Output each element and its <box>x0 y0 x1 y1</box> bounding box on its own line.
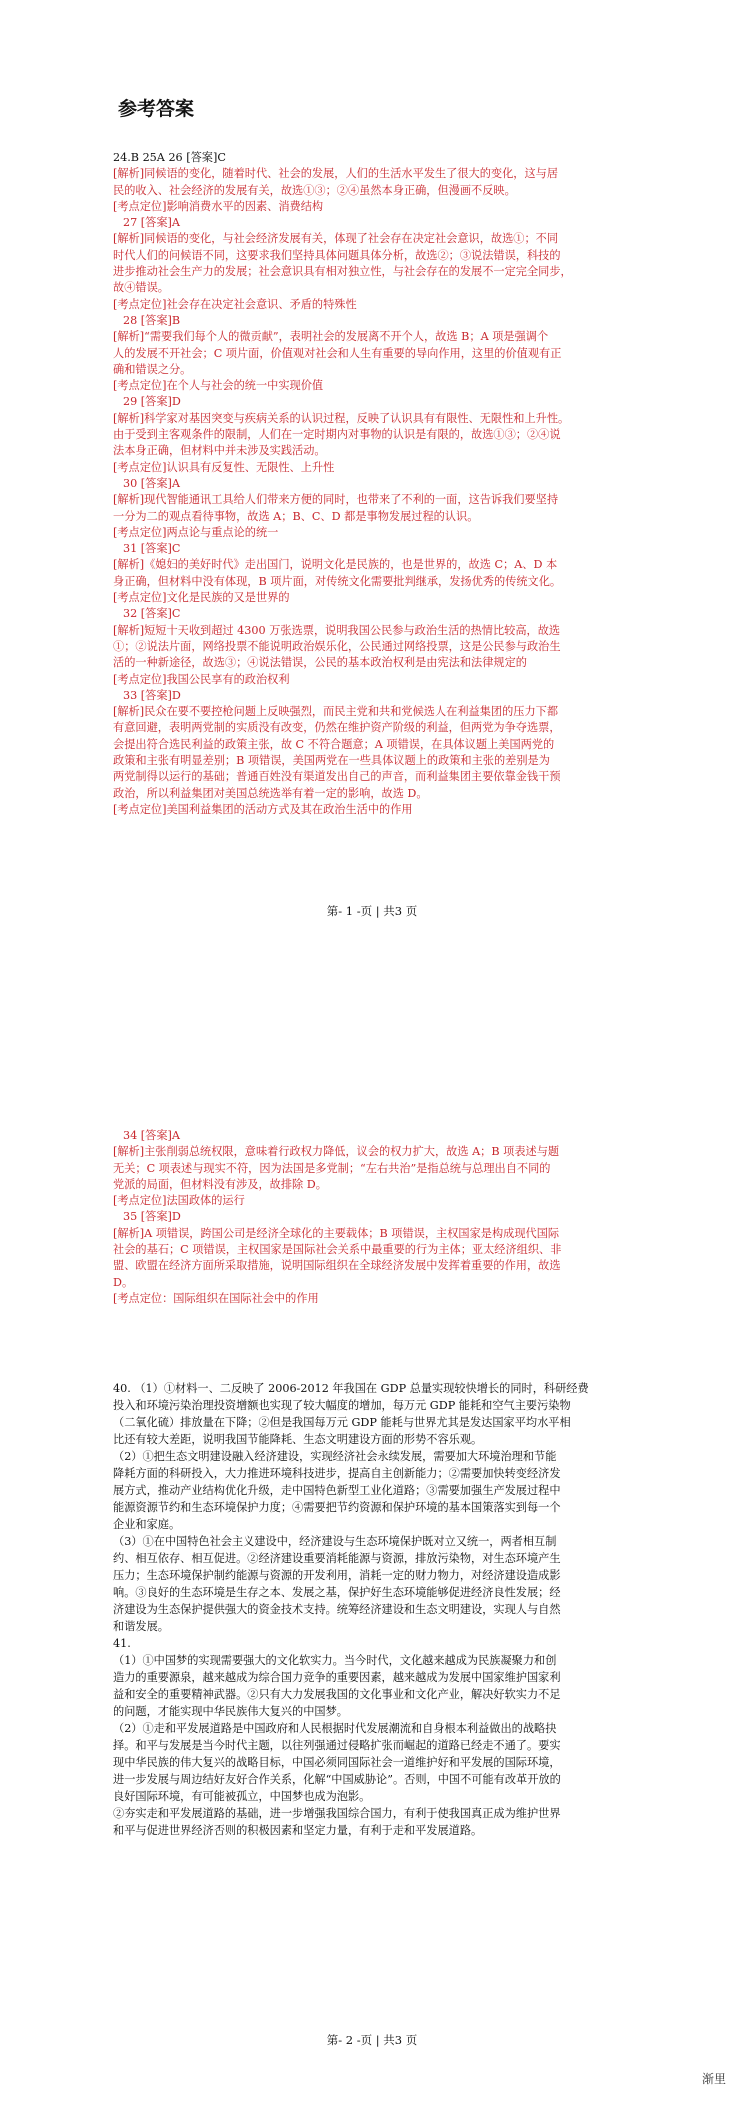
text-line: [解析]“需要我们每个人的微贡献”，表明社会的发展离不开个人，故选 B；A 项是强调个 <box>113 330 549 344</box>
text-line: 投入和环境污染治理投资增额也实现了较大幅度的增加，每万元 GDP 能耗和空气主要污染物 <box>113 1399 571 1412</box>
corner-mark: 渐里 <box>701 2072 726 2086</box>
text-line: [考点定位]法国政体的运行 <box>113 1194 245 1208</box>
text-line: （2）①走和平发展道路是中国政府和人民根据时代发展潮流和自身根本利益做出的战略抉 <box>113 1722 557 1735</box>
text-line: 29 [答案]D <box>123 395 181 409</box>
text-line: 时代人们的问候语不同，这要求我们坚持具体问题具体分析，故选②；③说法错误，科技的 <box>113 248 561 262</box>
text-line: 择。和平与发展是当今时代主题，以往列强通过侵略扩张而崛起的道路已经走不通了。要实 <box>113 1739 561 1752</box>
text-line: 响。③良好的生态环境是生存之本、发展之基，保护好生态环境能够促进经济良性发展；经 <box>113 1586 561 1599</box>
text-line: 压力；生态环境保护制约能源与资源的开发利用，消耗一定的财力物力，对经济建设造成影 <box>113 1569 561 1582</box>
text-line: 社会的基石；C 项错误，主权国家是国际社会关系中最重要的行为主体；亚太经济组织、非 <box>113 1243 562 1257</box>
answer-section-40-41 <box>113 1380 681 1839</box>
text-line: ②夯实走和平发展道路的基础，进一步增强我国综合国力，有利于使我国真正成为维护世界 <box>113 1807 561 1820</box>
text-line: 进步推动社会生产力的发展；社会意识具有相对独立性，与社会存在的发展不一定完全同步， <box>113 265 572 279</box>
text-line: 企业和家庭。 <box>113 1518 181 1531</box>
text-line: [考点定位]美国利益集团的活动方式及其在政治生活中的作用 <box>113 802 413 816</box>
text-line: 党派的局面，但材料没有涉及，故排除 D。 <box>113 1177 327 1191</box>
text-line: 约、相互依存、相互促进。②经济建设重要消耗能源与资源，排放污染物，对生态环境产生 <box>113 1552 561 1565</box>
text-line: [解析]《媳妇的美好时代》走出国门，说明文化是民族的，也是世界的，故选 C；A、D 本 <box>113 558 558 572</box>
text-line: [考点定位：国际组织在国际社会中的作用 <box>113 1291 319 1305</box>
text-line: 两党制得以运行的基础；普通百姓没有渠道发出自己的声音，而利益集团主要依靠金钱干预 <box>113 770 561 784</box>
text-line: 的问题，才能实现中华民族伟大复兴的中国梦。 <box>113 1705 348 1718</box>
text-line: 故④错误。 <box>113 281 169 295</box>
text-line: 活的一种新途径，故选③；④说法错误，公民的基本政治权利是由宪法和法律规定的 <box>113 656 527 670</box>
page-footer-1: 第- 1 -页 | 共3 页 <box>326 904 418 918</box>
text-line: （3）①在中国特色社会主义建设中，经济建设与生态环境保护既对立又统一，两者相互制 <box>113 1535 557 1548</box>
text-line: 34 [答案]A <box>123 1129 180 1142</box>
text-line: 政策和主张有明显差别；B 项错误，美国两党在一些具体议题上的政策和主张的差别是为 <box>113 753 550 767</box>
text-line: 41. <box>113 1637 131 1650</box>
text-line: 和谐发展。 <box>113 1620 169 1633</box>
text-line: 人的发展不开社会；C 项片面，价值观对社会和人生有重要的导向作用，这里的价值观有正 <box>113 346 562 360</box>
text-line: [考点定位]在个人与社会的统一中实现价值 <box>113 379 324 393</box>
text-line: 会提出符合选民利益的政策主张，故 C 不符合题意；A 项错误，在具体议题上美国两党的 <box>113 737 555 751</box>
text-line: 法本身正确，但材料中并未涉及实践活动。 <box>113 444 326 458</box>
text-line: [解析]A 项错误，跨国公司是经济全球化的主要载体；B 项错误，主权国家是构成现代国际 <box>113 1226 560 1240</box>
text-line: [解析]同候语的变化，随着时代、社会的发展，人们的生活水平发生了很大的变化，这与居 <box>113 167 559 181</box>
text-line: ①；②说法片面，网络投票不能说明政治娱乐化，公民通过网络投票，这是公民参与政治生 <box>113 639 561 653</box>
text-line: [考点定位]社会存在决定社会意识、矛盾的特殊性 <box>113 297 357 311</box>
text-line: 一分为二的观点看待事物，故选 A；B、C、D 都是事物发展过程的认识。 <box>113 509 479 523</box>
text-line: 35 [答案]D <box>123 1210 181 1224</box>
text-line: 和平与促进世界经济否则的积极因素和坚定力量，有利于走和平发展道路。 <box>113 1824 483 1837</box>
text-line: [解析]短短十天收到超过 4300 万张选票，说明我国公民参与政治生活的热情比较高，故选 <box>113 623 561 637</box>
text-line: 32 [答案]C <box>123 607 181 621</box>
text-line: 益和安全的重要精神武器。②只有大力发展我国的文化事业和文化产业，解决好软实力不足 <box>113 1688 561 1701</box>
text-line: 由于受到主客观条件的限制，人们在一定时期内对事物的认识是有限的，故选①③；②④说 <box>113 428 561 442</box>
text-line: 30 [答案]A <box>123 476 180 490</box>
text-line: 现中华民族的伟大复兴的战略目标，中国必须同国际社会一道维护好和平发展的国际环境， <box>113 1756 561 1769</box>
text-line: 民的收入、社会经济的发展有关，故选①③；②④虽然本身正确，但漫画不反映。 <box>113 183 516 197</box>
page-footer-2: 第- 2 -页 | 共3 页 <box>326 2033 418 2047</box>
text-line: 政治，所以利益集团对美国总统选举有着一定的影响，故选 D。 <box>113 786 428 800</box>
text-line: 33 [答案]D <box>123 688 181 702</box>
text-line: （2）①把生态文明建设融入经济建设，实现经济社会永续发展，需要加大环境治理和节能 <box>113 1450 557 1463</box>
text-line: [考点定位]我国公民享有的政治权利 <box>113 672 290 686</box>
text-line: 27 [答案]A <box>123 216 180 230</box>
text-line: [考点定位]文化是民族的又是世界的 <box>113 591 290 605</box>
text-line: D。 <box>113 1275 134 1289</box>
text-line: 比还有较大差距，说明我国节能降耗、生态文明建设方面的形势不容乐观。 <box>113 1433 483 1446</box>
text-line: 展方式，推动产业结构优化升级，走中国特色新型工业化道路；③需要加强生产发展过程中 <box>113 1484 561 1497</box>
text-line: 降耗方面的科研投入，大力推进环境科技进步，提高自主创新能力；②需要加快转变经济发 <box>113 1467 561 1480</box>
text-line: （1）①中国梦的实现需要强大的文化软实力。当今时代，文化越来越成为民族凝聚力和创 <box>113 1654 557 1667</box>
answer-section-34-35 <box>113 1128 681 1307</box>
text-line: [解析]主张削弱总统权限，意味着行政权力降低，议会的权力扩大，故选 A；B 项表述与题 <box>113 1145 560 1159</box>
text-line: （二氧化硫）排放量在下降；②但是我国每万元 GDP 能耗与世界尤其是发达国家平均水平相 <box>113 1416 571 1429</box>
text-line: 良好国际环境，有可能被孤立，中国梦也成为泡影。 <box>113 1790 371 1803</box>
text-line: [考点定位]认识具有反复性、无限性、上升性 <box>113 460 335 474</box>
text-line: [解析]科学家对基因突变与疾病关系的认识过程，反映了认识具有有限性、无限性和上升性。 <box>113 411 570 425</box>
text-line: 造力的重要源泉，越来越成为综合国力竞争的重要因素，越来越成为发展中国家维护国家利 <box>113 1671 561 1684</box>
text-line: [解析]现代智能通讯工具给人们带来方便的同时，也带来了不利的一面，这告诉我们要坚持 <box>113 493 559 507</box>
text-line: 28 [答案]B <box>123 313 181 327</box>
answer-section-24-33 <box>113 150 681 818</box>
text-line: 31 [答案]C <box>123 542 181 556</box>
text-line: 有意回避，表明两党制的实质没有改变，仍然在维护资产阶级的利益，但两党为争夺选票， <box>113 721 561 735</box>
text-line: [考点定位]两点论与重点论的统一 <box>113 525 279 539</box>
text-line: 确和错误之分。 <box>113 362 192 376</box>
text-line: 能源资源节约和生态环境保护力度；④需要把节约资源和保护环境的基本国策落实到每一个 <box>113 1501 561 1514</box>
text-line: 进一步发展与周边结好友好合作关系，化解“中国威胁论”。否则，中国不可能有改革开放的 <box>113 1773 561 1786</box>
text-line: 济建设为生态保护提供强大的资金技术支持。统筹经济建设和生态文明建设，实现人与自然 <box>113 1603 561 1616</box>
text-line: 盟、欧盟在经济方面所采取措施，说明国际组织在全球经济发展中发挥着重要的作用，故选 <box>113 1259 561 1273</box>
text-line: [解析]民众在要不要控枪问题上反映强烈，而民主党和共和党候选人在利益集团的压力下都 <box>113 705 559 719</box>
text-line: [考点定位]影响消费水平的因素、消费结构 <box>113 199 324 213</box>
text-line: 40. （1）①材料一、二反映了 2006-2012 年我国在 GDP 总量实现较快增长的同时，科研经费 <box>113 1382 589 1395</box>
text-line: [解析]同候语的变化，与社会经济发展有关，体现了社会存在决定社会意识，故选①；不同 <box>113 232 559 246</box>
page-title: 参考答案 <box>118 98 195 120</box>
text-line: 24.B 25A 26 [答案]C <box>113 151 226 164</box>
text-line: 身正确，但材料中没有体现，B 项片面，对传统文化需要批判继承，发扬优秀的传统文化。 <box>113 574 562 588</box>
text-line: 无关；C 项表述与现实不符，因为法国是多党制；“左右共治”是指总统与总理出自不同的 <box>113 1161 551 1175</box>
